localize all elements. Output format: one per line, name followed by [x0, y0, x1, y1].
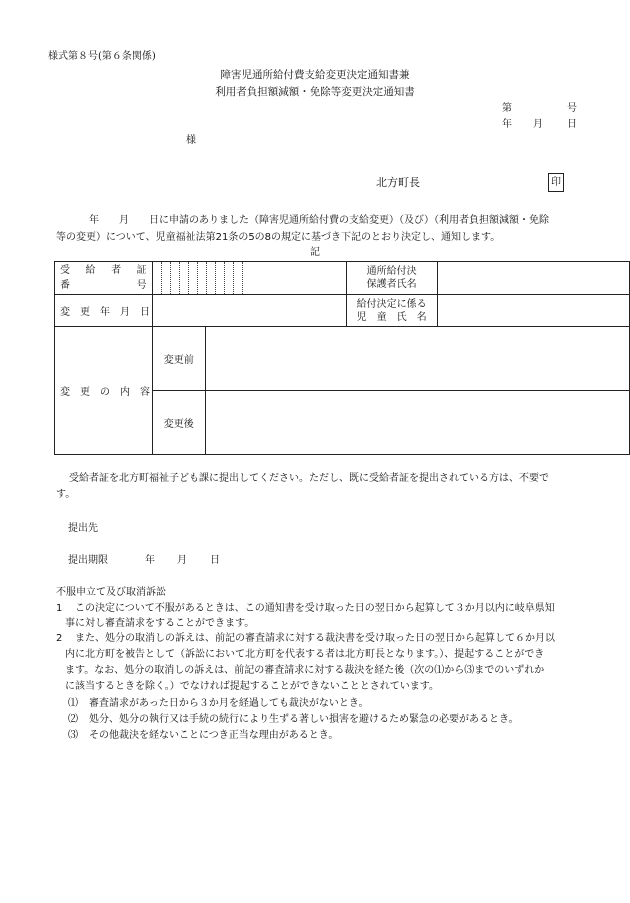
recipient-number-boxes[interactable] [152, 262, 346, 295]
change-date-label-text: 変 更 年 月 日 [60, 307, 150, 318]
recipient-number-label [55, 262, 153, 295]
appeal-2-line3: ます。なお、処分の取消しの訴えは、前記の審査請求に対する裁決を経た後（次の⑴から⑶までのいずれか [65, 665, 545, 676]
submit-to-label: 提出先 [68, 523, 98, 534]
appeal-title: 不服申立て及び取消訴訟 [56, 587, 166, 598]
sub-item-1-text: 審査請求があった日から３か月を経過しても裁決がないとき。 [89, 698, 369, 709]
recipient-number-label-line1: 受 給 者 証 [60, 264, 147, 276]
after-label-text: 変更後 [163, 419, 194, 430]
child-name-label-line1: 給付決定に係る [356, 298, 427, 310]
recipient-number-label-line2: 番 号 [60, 279, 147, 291]
appeal-1-number: 1 [56, 603, 63, 614]
appeal-1-line2: 事に対し審査請求をすることができます。 [65, 618, 255, 629]
appeal-2-number: 2 [56, 633, 63, 644]
decision-table [54, 261, 630, 455]
change-content-label-text: 変 更 の 内 容 [60, 387, 150, 398]
appeal-2-line4: に該当するときを除く。）でなければ提起することができないこととされています。 [65, 681, 439, 692]
ki-heading: 記 [310, 247, 320, 258]
reference-number-go: 号 [567, 103, 577, 114]
before-value[interactable] [205, 327, 629, 391]
addressee-suffix: 様 [186, 135, 196, 146]
document-title-line1: 障害児通所給付費支給変更決定通知書兼 [220, 69, 410, 81]
appeal-2-line1: また、処分の取消しの訴えは、前記の審査請求に対する裁決書を受け取った日の翌日から起算して６か月以 [75, 633, 555, 644]
child-name-label [346, 295, 437, 327]
sub-item-3-text: その他裁決を経ないことにつき正当な理由があるとき。 [89, 730, 339, 741]
guardian-name-value[interactable] [437, 262, 629, 295]
appeal-1-line1: この決定について不服があるときは、この通知書を受け取った日の翌日から起算して３か月以内に岐阜県知 [75, 603, 555, 614]
notice-line1: 受給者証を北方町福祉子ども課に提出してください。ただし、既に受給者証を提出されている方は、不要で [69, 473, 549, 484]
guardian-name-label [346, 262, 437, 295]
sub-item-3-number: ⑶ [68, 730, 78, 741]
intro-line2: 等の変更）について、児童福祉法第21条の5の8の規定に基づき下記のとおり決定し、通知します。 [56, 232, 501, 243]
deadline-month: 月 [177, 555, 187, 566]
document-title-line2: 利用者負担額減額・免除等変更決定通知書 [215, 86, 415, 98]
sub-item-2-number: ⑵ [68, 714, 78, 725]
reference-number-dai: 第 [502, 103, 512, 114]
sub-item-2-text: 処分、処分の執行又は手続の続行により生ずる著しい損害を避けるため緊急の必要があるとき。 [89, 714, 519, 725]
notice-line2: す。 [56, 489, 76, 500]
change-content-label [55, 327, 153, 455]
child-name-value[interactable] [437, 295, 629, 327]
intro-line1: 年 月 日に申請のありました（障害児通所給付費の支給変更）（及び）（利用者負担額減額・免除 [89, 215, 549, 226]
change-date-label [55, 295, 153, 327]
before-label-text: 変更前 [163, 355, 194, 366]
after-value[interactable] [205, 391, 629, 455]
deadline-label: 提出期限 [68, 555, 108, 566]
form-number: 様式第８号(第６条関係) [48, 51, 156, 62]
after-label [152, 391, 205, 455]
guardian-name-label-line1: 通所給付決 [366, 266, 417, 277]
sub-item-1-number: ⑴ [68, 698, 78, 709]
issuer-name: 北方町長 [376, 176, 420, 189]
date-header-month: 月 [533, 119, 543, 130]
date-header-day: 日 [567, 119, 577, 130]
child-name-label-line2: 児 童 氏 名 [356, 311, 427, 323]
deadline-year: 年 [145, 555, 155, 566]
seal-stamp: 印 [548, 173, 564, 192]
deadline-day: 日 [210, 555, 220, 566]
guardian-name-label-line2: 保護者氏名 [366, 279, 417, 290]
before-label [152, 327, 205, 391]
date-header-year: 年 [502, 119, 512, 130]
change-date-value[interactable] [152, 295, 346, 327]
appeal-2-line2: 内に北方町を被告として（訴訟において北方町を代表する者は北方町長となります。）、提起することができ [65, 649, 545, 660]
